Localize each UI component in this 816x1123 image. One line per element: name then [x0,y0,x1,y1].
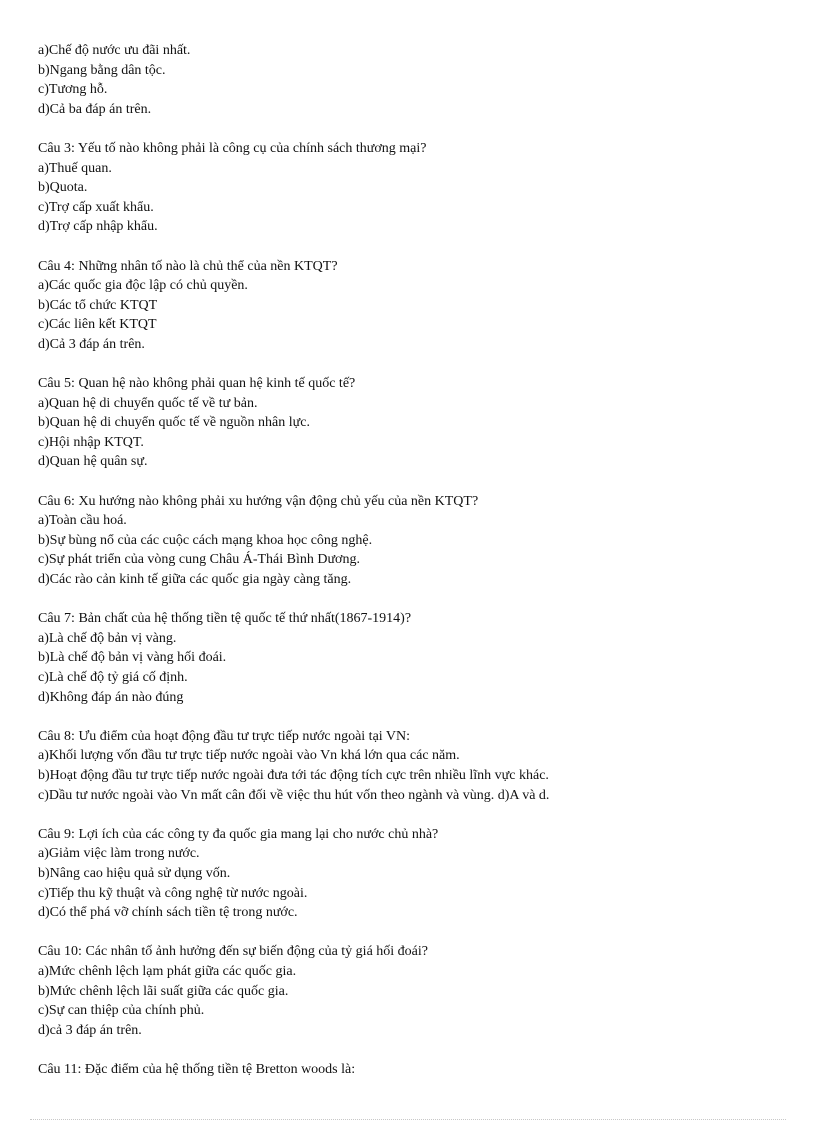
option-line: a)Chế độ nước ưu đãi nhất. [38,43,191,58]
option-line: c)Dầu tư nước ngoài vào Vn mất cân đối về việc thu hút vốn theo ngành và vùng. d)A và d. [38,787,550,803]
page-bottom-divider [30,1119,786,1120]
option-line: c)Sự can thiệp của chính phủ. [38,1003,205,1019]
question-9: Câu 9: Lợi ích của các công ty đa quốc gia mang lại cho nước chủ nhà? [38,826,439,842]
option-line: d)cả 3 đáp án trên. [38,1022,142,1038]
option-line: d)Quan hệ quân sự. [38,454,148,470]
question-8: Câu 8: Ưu điểm của hoạt động đầu tư trực tiếp nước ngoài tại VN: [38,728,411,744]
question-5: Câu 5: Quan hệ nào không phải quan hệ kinh tế quốc tế? [38,376,356,392]
option-line: b)Sự bùng nổ của các cuộc cách mạng khoa học công nghệ. [38,532,373,548]
option-line: a)Toàn cầu hoá. [38,513,127,529]
option-line: a)Giảm việc làm trong nước. [38,846,200,862]
option-line: c)Trợ cấp xuất khẩu. [38,199,154,215]
option-line: a)Là chế độ bản vị vàng. [38,630,177,646]
question-10: Câu 10: Các nhân tố ảnh hưởng đến sự biến động của tỷ giá hối đoái? [38,944,428,960]
option-line: b)Các tổ chức KTQT [38,297,158,313]
option-line: c)Sự phát triển của vòng cung Châu Á-Thái Bình Dương. [38,552,360,568]
option-line: a)Mức chênh lệch lạm phát giữa các quốc gia. [38,963,297,979]
option-line: c)Là chế độ tỷ giá cố định. [38,670,188,685]
option-line: d)Không đáp án nào đúng [38,689,184,705]
option-line: b)Nâng cao hiệu quả sử dụng vốn. [38,865,231,881]
option-line: c)Tương hỗ. [38,82,108,98]
option-line: d)Trợ cấp nhập khẩu. [38,219,158,235]
option-line: c)Hội nhập KTQT. [38,434,144,450]
option-line: b)Mức chênh lệch lãi suất giữa các quốc gia. [38,983,289,999]
option-line: a)Khối lượng vốn đầu tư trực tiếp nước ngoài vào Vn khá lớn qua các năm. [38,748,460,764]
option-line: a)Quan hệ di chuyển quốc tế về tư bản. [38,395,258,411]
option-line: c)Tiếp thu kỹ thuật và công nghệ từ nước ngoài. [38,885,308,901]
option-line: d)Có thể phá vỡ chính sách tiền tệ trong nước. [38,905,298,921]
question-6: Câu 6: Xu hướng nào không phải xu hướng vận động chủ yếu của nền KTQT? [38,493,479,509]
question-11: Câu 11: Đặc điểm của hệ thống tiền tệ Bretton woods là: [38,1061,356,1077]
option-line: d)Cả ba đáp án trên. [38,101,152,117]
question-7: Câu 7: Bản chất của hệ thống tiền tệ quốc tế thứ nhất(1867-1914)? [38,611,412,627]
option-line: d)Cả 3 đáp án trên. [38,336,145,352]
option-line: b)Ngang bằng dân tộc. [38,62,166,78]
option-line: b)Hoạt động đầu tư trực tiếp nước ngoài đưa tới tác động tích cực trên nhiều lĩnh vực khác. [38,767,549,783]
document-body [38,41,798,1079]
option-line: d)Các rào cản kinh tế giữa các quốc gia ngày càng tăng. [38,572,352,588]
question-3: Câu 3: Yếu tố nào không phải là công cụ của chính sách thương mại? [38,140,427,156]
option-line: b)Quan hệ di chuyển quốc tế về nguồn nhân lực. [38,415,310,431]
option-line: c)Các liên kết KTQT [38,317,157,333]
option-line: a)Các quốc gia độc lập có chủ quyền. [38,278,248,294]
option-line: a)Thuế quan. [38,160,112,176]
option-line: b)Quota. [38,180,88,196]
question-4: Câu 4: Những nhân tố nào là chủ thể của nền KTQT? [38,258,338,274]
option-line: b)Là chế độ bản vị vàng hối đoái. [38,650,227,666]
